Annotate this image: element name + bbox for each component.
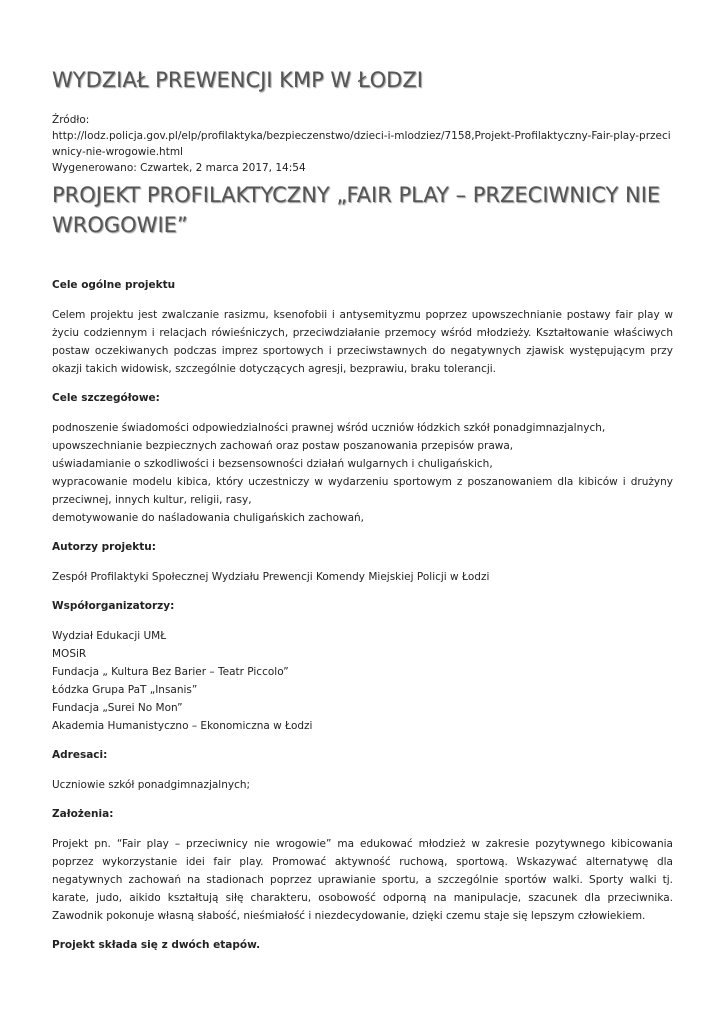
general-goals-text: Celem projektu jest zwalczanie rasizmu, ksenofobii i antysemityzmu poprzez upowszechnianie postawy fair play w życiu codziennym i relacjach rówieśniczych, przeciwdziałanie przemocy wśród młodzieży. Kształtowanie właściwych postaw oczekiwanych podczas imprez sportowych i przeciwstawnych do negatywnych zjawisk występującym przy okazji takich widowisk, szczególnie dotyczących agresji, bezprawiu, braku tolerancji. [52,309,673,375]
assumptions-text: Projekt pn. “Fair play – przeciwnicy nie wrogowie” ma edukować młodzież w zakresie pozytywnego kibicowania poprzez wykorzystanie idei fair play. Promować aktywność ruchową, sportową. Wskazywać alternatywę dla negatywnych zachowań na stadionach poprzez uprawianie sportu, a szczególnie sportów walki. Sporty walki tj. karate, judo, aikido kształtują siłę charakteru, osobowość odporną na manipulacje, szacunek dla przeciwnika. Zawodnik pokonuje własną słabość, nieśmiałość i niezdecydowanie, dzięki czemu staje się lepszym człowiekiem. [52,838,673,922]
site-title: WYDZIAŁ PREWENCJI KMP W ŁODZI [52,68,423,92]
authors-text: Zespół Profilaktyki Społecznej Wydziału Prewencji Komendy Miejskiej Policji w Łodzi [52,571,490,583]
assumptions-heading: Założenia: [52,808,114,820]
article-body [52,276,673,954]
list-item: MOSiR [52,648,87,660]
authors-heading: Autorzy projektu: [52,541,156,553]
list-item: wypracowanie modelu kibica, który uczestniczy w wydarzeniu sportowym z poszanowaniem dla kibiców i drużyny przeciwnej, innych kultur, religii, rasy, [52,476,673,506]
detailed-goals-list [52,419,673,527]
recipients-heading: Adresaci: [52,749,108,761]
generated-date: Wygenerowano: Czwartek, 2 marca 2017, 14:54 [52,162,306,174]
co-organizers-heading: Współorganizatorzy: [52,600,175,612]
list-item: Łódzka Grupa PaT „Insanis” [52,684,198,696]
list-item: demotywowanie do naśladowania chuligańskich zachowań, [52,512,365,524]
article-title: PROJEKT PROFILAKTYCZNY „FAIR PLAY – PRZECIWNICY NIE WROGOWIE” [52,183,661,237]
general-goals-heading: Cele ogólne projektu [52,279,176,291]
list-item: Akademia Humanistyczno – Ekonomiczna w Łodzi [52,720,313,732]
source-url[interactable]: http://lodz.policja.gov.pl/elp/profilaktyka/bezpieczenstwo/dzieci-i-mlodziez/7158,Projekt-Profilaktyczny-Fair-play-przeciwnicy-nie-wrogowie.html [52,130,671,158]
detailed-goals-heading: Cele szczegółowe: [52,392,160,404]
co-organizers-list [52,627,673,735]
list-item: upowszechnianie bezpiecznych zachowań oraz postaw poszanowania przepisów prawa, [52,440,514,452]
list-item: podnoszenie świadomości odpowiedzialności prawnej wśród uczniów łódzkich szkół ponadgimnazjalnych, [52,422,606,434]
list-item: Wydział Edukacji UMŁ [52,630,167,642]
list-item: Fundacja „ Kultura Bez Barier – Teatr Piccolo” [52,666,289,678]
recipients-text: Uczniowie szkół ponadgimnazjalnych; [52,779,251,791]
list-item: uświadamianie o szkodliwości i bezsensowności działań wulgarnych i chuligańskich, [52,458,493,470]
list-item: Fundacja „Surei No Mon” [52,702,183,714]
source-label: Źródło: [52,114,90,126]
stages-heading: Projekt składa się z dwóch etapów. [52,939,261,951]
source-meta [52,112,677,176]
